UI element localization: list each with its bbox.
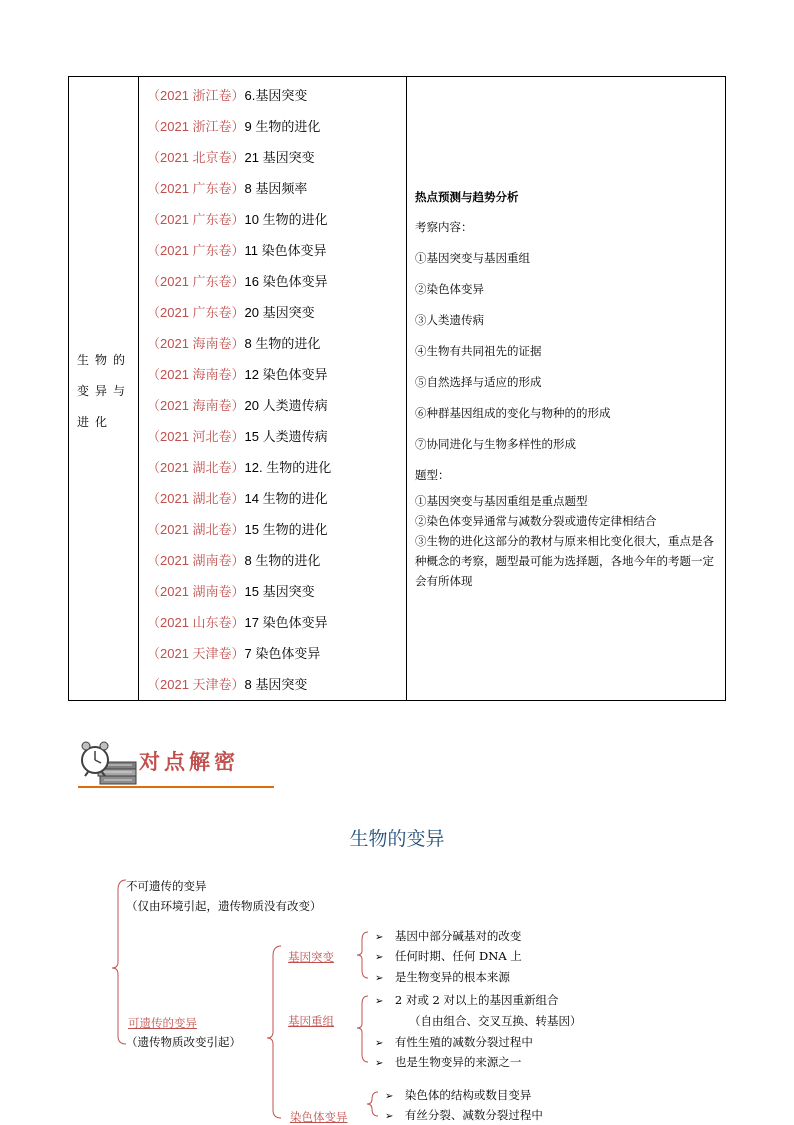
question-source: （2021 北京卷） [147,150,245,165]
question-source: （2021 湖北卷） [147,491,245,506]
question-source: （2021 湖南卷） [147,584,245,599]
bullet-arrow-icon: ➢ [385,1091,394,1102]
bullet-arrow-icon: ➢ [385,1111,394,1122]
bullet-arrow-icon: ➢ [375,1038,384,1049]
question-source: （2021 天津卷） [147,646,245,661]
question-topic: 15 生物的进化 [244,522,328,537]
analysis-content-item: ①基因突变与基因重组 [415,251,530,265]
gene-recombination-point: ➢ 也是生物变异的来源之一 [375,1055,522,1069]
analysis-content-item: ②染色体变异 [415,282,484,296]
question-source: （2021 广东卷） [147,212,245,227]
analysis-content-item: ④生物有共同祖先的证据 [415,344,542,358]
topic-line: 进化 [77,415,114,429]
question-source: （2021 河北卷） [147,429,245,444]
question-topic: 20 基因突变 [244,305,315,320]
question-topic: 17 染色体变异 [244,615,328,630]
question-source: （2021 海南卷） [147,398,245,413]
analysis-content-item: ⑦协同进化与生物多样性的形成 [415,437,576,451]
non-heritable-note: （仅由环境引起，遗传物质没有改变） [126,899,322,913]
topic-line: 变异与 [77,384,132,398]
gene-mutation-point: ➢ 任何时期、任何 DNA 上 [375,949,522,963]
gene-mutation-point: ➢ 是生物变异的根本来源 [375,970,510,984]
question-source: （2021 广东卷） [147,181,245,196]
gene-recombination-point: ➢ 有性生殖的减数分裂过程中 [375,1035,533,1049]
chromosome-variation-point: ➢ 染色体的结构或数目变异 [385,1088,532,1102]
analysis-content-item: ⑤自然选择与适应的形成 [415,375,542,389]
gene-recombination-label: 基因重组 [288,1014,334,1028]
question-source: （2021 天津卷） [147,677,245,692]
bullet-arrow-icon: ➢ [375,973,384,984]
analysis-type-item: ②染色体变异通常与减数分裂或遗传定律相结合 [415,514,657,528]
chromosome-variation-label: 染色体变异 [290,1110,348,1124]
question-topic: 10 生物的进化 [244,212,328,227]
question-topic: 12. 生物的进化 [244,460,332,475]
analysis-content-label: 考察内容： [415,220,473,234]
chromosome-variation-point: ➢ 有丝分裂、减数分裂过程中 [385,1108,543,1122]
question-source: （2021 海南卷） [147,367,245,382]
gene-mutation-point: ➢ 基因中部分碱基对的改变 [375,929,522,943]
topic-line: 生物的 [77,353,132,367]
question-topic: 15 人类遗传病 [244,429,328,444]
heritable-title: 可遗传的变异 [128,1016,197,1030]
question-source: （2021 海南卷） [147,336,245,351]
question-source: （2021 广东卷） [147,305,245,320]
gene-recombination-point: （自由组合、交叉互换、转基因） [409,1014,582,1028]
question-topic: 21 基因突变 [244,150,315,165]
question-topic: 8 基因突变 [244,677,308,692]
page-heading: 生物的变异 [349,828,445,850]
analysis-type-item: ③生物的进化这部分的教材与原来相比变化很大，重点是各种概念的考察，题型最可能为选择题，各地今年的考题一定会有所体现 [415,534,714,588]
question-topic: 7 染色体变异 [244,646,321,661]
question-topic: 6.基因突变 [244,88,308,103]
question-source: （2021 广东卷） [147,274,245,289]
bullet-arrow-icon: ➢ [375,996,384,1007]
question-topic: 8 生物的进化 [244,336,321,351]
analysis-type-label: 题型： [415,468,450,482]
question-topic: 16 染色体变异 [244,274,328,289]
analysis-type-item: ①基因突变与基因重组是重点题型 [415,494,588,508]
bullet-arrow-icon: ➢ [375,1058,384,1069]
question-source: （2021 广东卷） [147,243,245,258]
question-topic: 20 人类遗传病 [244,398,328,413]
analysis-content-item: ③人类遗传病 [415,313,484,327]
gene-mutation-label: 基因突变 [288,950,334,964]
non-heritable-title: 不可遗传的变异 [126,879,207,893]
bullet-arrow-icon: ➢ [375,952,384,963]
gene-recombination-point: ➢ 2 对或 2 对以上的基因重新组合 [375,993,559,1007]
question-source: （2021 湖北卷） [147,522,245,537]
question-source: （2021 湖南卷） [147,553,245,568]
question-source: （2021 浙江卷） [147,119,245,134]
question-source: （2021 浙江卷） [147,88,245,103]
question-topic: 8 基因频率 [244,181,308,196]
question-topic: 14 生物的进化 [244,491,328,506]
question-topic: 11 染色体变异 [244,243,327,258]
question-topic: 9 生物的进化 [244,119,321,134]
section-title: 对点解密 [139,750,239,774]
heritable-note: （遗传物质改变引起） [126,1035,241,1049]
analysis-content-item: ⑥种群基因组成的变化与物种的的形成 [415,406,611,420]
question-topic: 8 生物的进化 [244,553,321,568]
question-source: （2021 湖北卷） [147,460,245,475]
analysis-title: 热点预测与趋势分析 [415,190,519,204]
question-source: （2021 山东卷） [147,615,245,630]
bullet-arrow-icon: ➢ [375,932,384,943]
question-topic: 12 染色体变异 [244,367,328,382]
question-topic: 15 基因突变 [244,584,315,599]
